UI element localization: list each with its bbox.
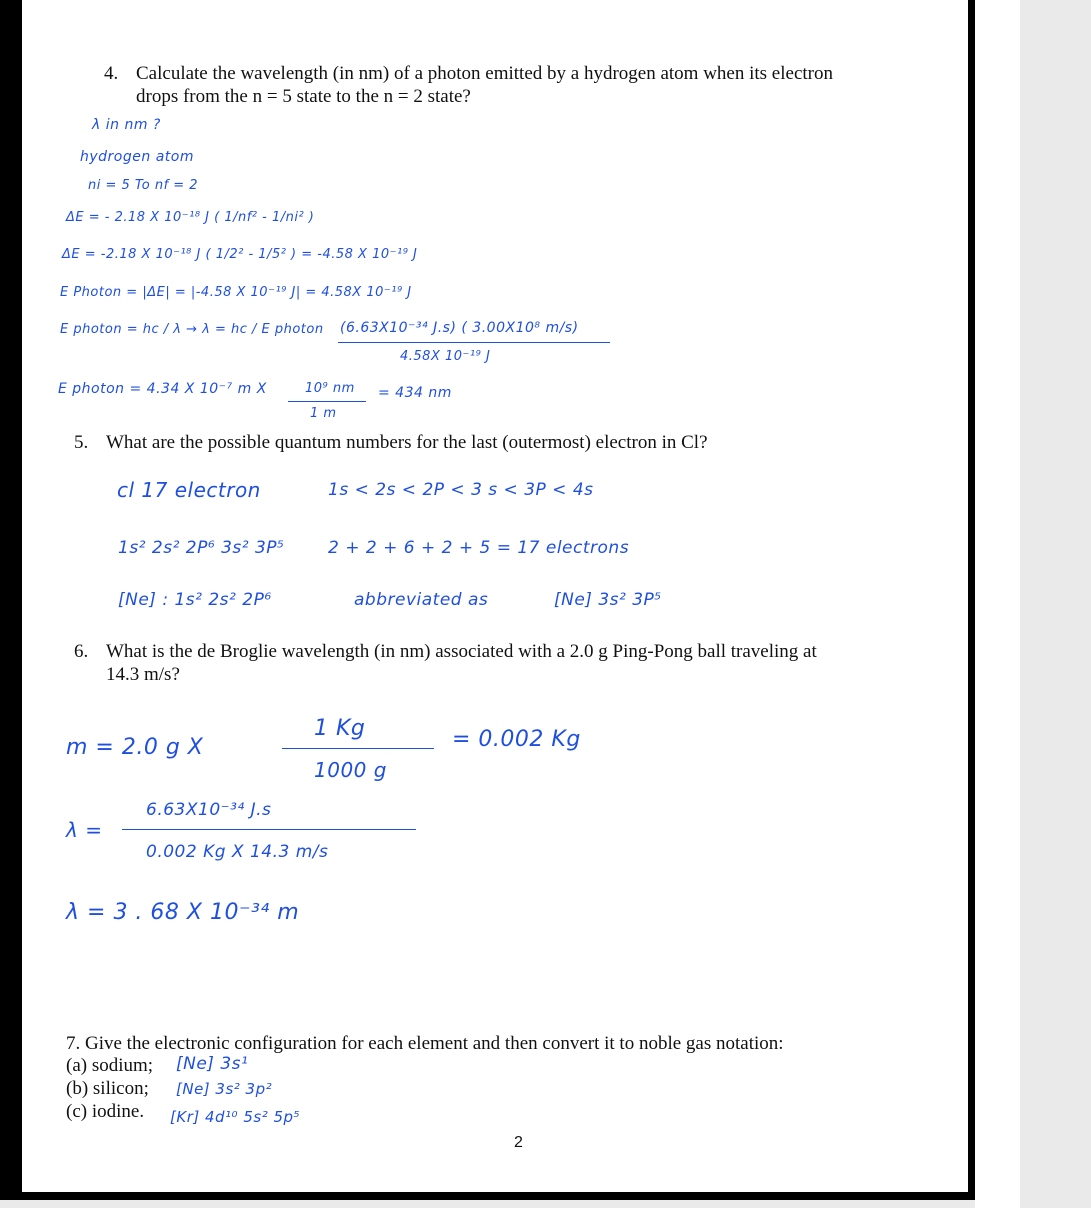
q6-mass-numerator: 1 Kg — [314, 716, 366, 741]
q4-final-answer: = 434 nm — [378, 385, 452, 401]
q6-text-line2: 14.3 m/s? — [106, 664, 180, 685]
q4-answer-line5: ΔE = -2.18 X 10⁻¹⁸ J ( 1/2² - 1/5² ) = -4.58 X 10⁻¹⁹ J — [62, 247, 418, 262]
q7-c-answer: [Kr] 4d¹⁰ 5s² 5p⁵ — [170, 1108, 301, 1126]
q5-text: What are the possible quantum numbers for the last (outermost) electron in Cl? — [106, 432, 708, 453]
q5-answer-line1a: cl 17 electron — [117, 478, 261, 502]
q4-answer-line4: ΔE = - 2.18 X 10⁻¹⁸ J ( 1/nf² - 1/ni² ) — [66, 210, 315, 225]
q6-mass-result: = 0.002 Kg — [452, 727, 581, 752]
q4-text-line1: Calculate the wavelength (in nm) of a photon emitted by a hydrogen atom when its electron — [136, 63, 833, 84]
q7-a-label: (a) sodium; — [66, 1055, 154, 1076]
q6-mass-denominator: 1000 g — [314, 758, 387, 782]
page-number: 2 — [514, 1134, 523, 1151]
q7-b-answer: [Ne] 3s² 3p² — [176, 1080, 273, 1098]
q4-conversion-denominator: 1 m — [310, 406, 337, 421]
q5-answer-line2a: 1s² 2s² 2P⁶ 3s² 3P⁵ — [118, 538, 285, 558]
q6-mass-left: m = 2.0 g X — [66, 735, 204, 760]
q4-answer-line8: E photon = 4.34 X 10⁻⁷ m X — [58, 381, 267, 397]
q6-lambda-left: λ = — [66, 818, 103, 842]
q5-answer-line2b: 2 + 2 + 6 + 2 + 5 = 17 electrons — [328, 538, 630, 558]
q4-answer-line2: hydrogen atom — [80, 149, 194, 165]
q6-lambda-numerator: 6.63X10⁻³⁴ J.s — [146, 800, 272, 820]
q4-answer-line6: E Photon = |ΔE| = |-4.58 X 10⁻¹⁹ J| = 4.58X 10⁻¹⁹ J — [60, 285, 412, 300]
q4-conversion-bar — [288, 401, 366, 402]
q5-answer-line3a: [Ne] : 1s² 2s² 2P⁶ — [118, 590, 272, 610]
q4-answer-line7b-denominator: 4.58X 10⁻¹⁹ J — [400, 349, 491, 364]
q4-number: 4. — [104, 63, 119, 84]
q6-lambda-result: λ = 3 . 68 X 10⁻³⁴ m — [66, 900, 300, 925]
q5-answer-line1b: 1s < 2s < 2P < 3 s < 3P < 4s — [328, 480, 594, 500]
q7-c-label: (c) iodine. — [66, 1101, 145, 1122]
q6-number: 6. — [74, 641, 89, 662]
q4-conversion-numerator: 10⁹ nm — [305, 381, 355, 396]
q6-mass-fraction-bar — [282, 748, 434, 749]
q6-text-line1: What is the de Broglie wavelength (in nm) associated with a 2.0 g Ping-Pong ball traveling at — [106, 641, 817, 662]
q4-fraction-bar — [338, 342, 610, 343]
q6-lambda-fraction-bar — [122, 829, 416, 830]
q4-answer-line3: ni = 5 To nf = 2 — [88, 178, 199, 193]
q5-answer-line3b: abbreviated as — [354, 590, 489, 610]
q4-answer-line7b-numerator: (6.63X10⁻³⁴ J.s) ( 3.00X10⁸ m/s) — [340, 320, 579, 336]
q5-answer-line3c: [Ne] 3s² 3P⁵ — [554, 590, 662, 610]
q7-a-answer: [Ne] 3s¹ — [176, 1054, 249, 1074]
q7-b-label: (b) silicon; — [66, 1078, 149, 1099]
page-gutter — [975, 0, 1020, 1208]
q4-text-line2: drops from the n = 5 state to the n = 2 state? — [136, 86, 471, 107]
q5-number: 5. — [74, 432, 89, 453]
q7-text: 7. Give the electronic configuration for each element and then convert it to noble gas notation: — [66, 1033, 784, 1054]
q4-answer-line7a: E photon = hc / λ → λ = hc / E photon — [60, 322, 324, 337]
q6-lambda-denominator: 0.002 Kg X 14.3 m/s — [146, 842, 329, 862]
q4-answer-line1: λ in nm ? — [92, 117, 161, 133]
